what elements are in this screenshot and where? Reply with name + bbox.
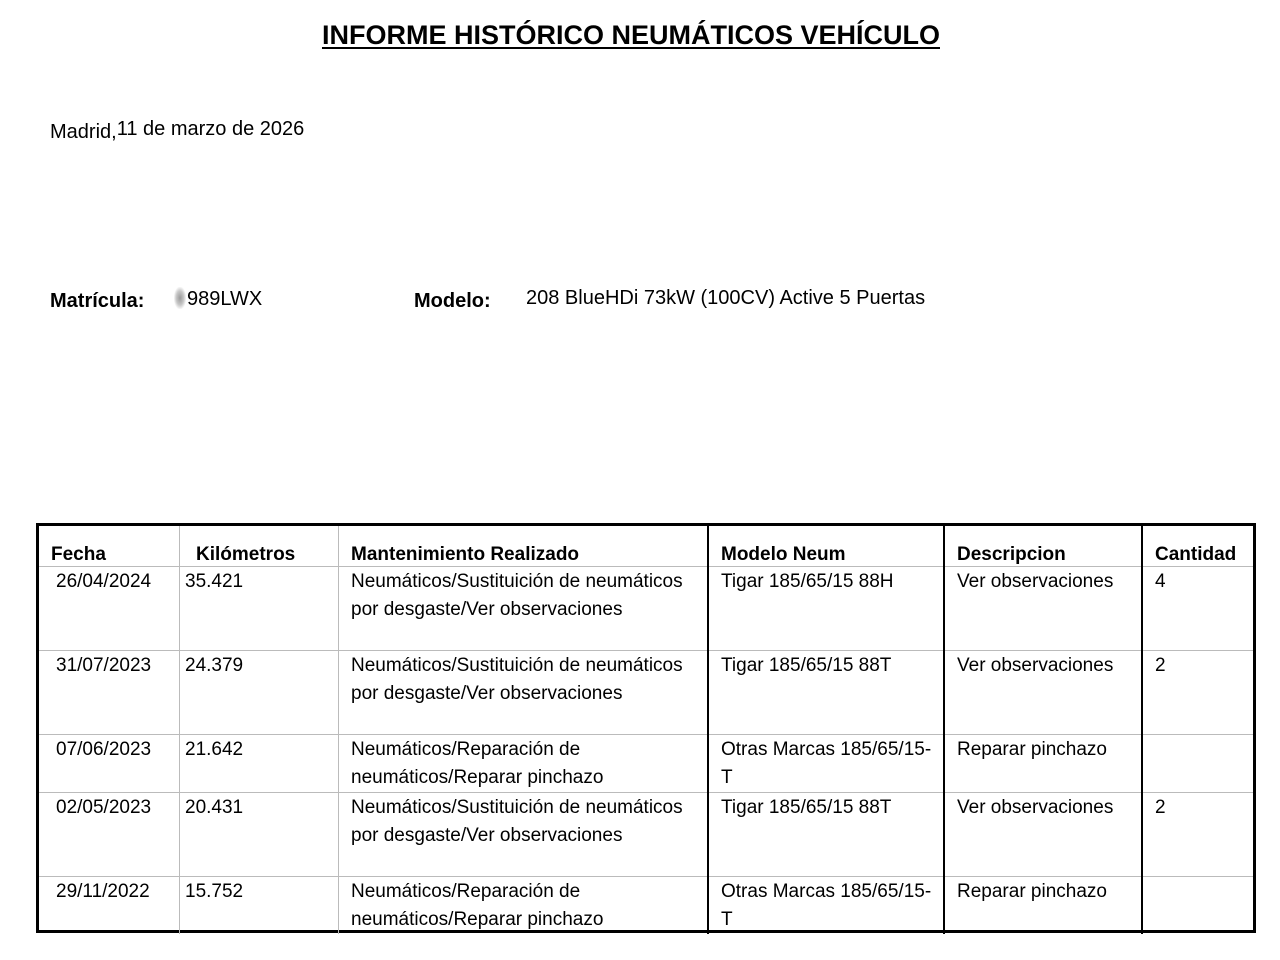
- report-date: 11 de marzo de 2026: [116, 118, 305, 140]
- col-header-mantenimiento: Mantenimiento Realizado: [339, 526, 709, 567]
- cell-mantenimiento: Neumáticos/Reparación de neumáticos/Reparar pinchazo: [339, 735, 709, 793]
- table-header-row: [39, 526, 1253, 567]
- model-value: 208 BlueHDi 73kW (100CV) Active 5 Puertas: [526, 287, 926, 309]
- cell-fecha: 26/04/2024: [39, 567, 180, 651]
- cell-modelo-neum: Tigar 185/65/15 88T: [708, 651, 944, 735]
- cell-kilometros: 21.642: [180, 735, 339, 793]
- cell-kilometros: 20.431: [180, 793, 339, 877]
- col-header-cantidad: Cantidad: [1142, 526, 1253, 567]
- cell-kilometros: 35.421: [180, 567, 339, 651]
- tire-history-table-frame: [36, 523, 1256, 933]
- table-row: [39, 567, 1253, 651]
- cell-descripcion: Ver observaciones: [944, 651, 1142, 735]
- table-row: [39, 651, 1253, 735]
- place-date: [50, 118, 304, 141]
- cell-cantidad: 4: [1142, 567, 1253, 651]
- cell-fecha: 29/11/2022: [39, 877, 180, 935]
- cell-cantidad: 2: [1142, 651, 1253, 735]
- cell-kilometros: 15.752: [180, 877, 339, 935]
- table-row: [39, 735, 1253, 793]
- cell-cantidad: [1142, 877, 1253, 935]
- report-title: INFORME HISTÓRICO NEUMÁTICOS VEHÍCULO: [321, 20, 940, 50]
- report-city: Madrid,: [50, 121, 117, 143]
- cell-descripcion: Reparar pinchazo: [944, 877, 1142, 935]
- col-header-fecha: Fecha: [39, 526, 180, 567]
- cell-cantidad: 2: [1142, 793, 1253, 877]
- cell-modelo-neum: Otras Marcas 185/65/15-T: [708, 735, 944, 793]
- plate-label: Matrícula:: [50, 290, 145, 312]
- plate-value: 989LWX: [187, 288, 263, 310]
- table-row: [39, 793, 1253, 877]
- model-label: Modelo:: [414, 290, 491, 312]
- cell-descripcion: Ver observaciones: [944, 793, 1142, 877]
- cell-mantenimiento: Neumáticos/Sustituición de neumáticos por desgaste/Ver observaciones: [339, 793, 709, 877]
- cell-kilometros: 24.379: [180, 651, 339, 735]
- tire-history-table: [39, 526, 1253, 934]
- cell-mantenimiento: Neumáticos/Sustituición de neumáticos por desgaste/Ver observaciones: [339, 651, 709, 735]
- cell-modelo-neum: Tigar 185/65/15 88T: [708, 793, 944, 877]
- col-header-descripcion: Descripcion: [944, 526, 1142, 567]
- col-header-kilometros: Kilómetros: [180, 526, 339, 567]
- table-row: [39, 877, 1253, 935]
- col-header-modelo-neum: Modelo Neum: [708, 526, 944, 567]
- cell-mantenimiento: Neumáticos/Reparación de neumáticos/Reparar pinchazo: [339, 877, 709, 935]
- plate-value-wrap: [174, 287, 262, 311]
- redacted-blur: [174, 287, 186, 309]
- cell-fecha: 02/05/2023: [39, 793, 180, 877]
- cell-fecha: 31/07/2023: [39, 651, 180, 735]
- cell-mantenimiento: Neumáticos/Sustituición de neumáticos por desgaste/Ver observaciones: [339, 567, 709, 651]
- cell-modelo-neum: Tigar 185/65/15 88H: [708, 567, 944, 651]
- cell-descripcion: Reparar pinchazo: [944, 735, 1142, 793]
- cell-modelo-neum: Otras Marcas 185/65/15-T: [708, 877, 944, 935]
- cell-descripcion: Ver observaciones: [944, 567, 1142, 651]
- cell-cantidad: [1142, 735, 1253, 793]
- cell-fecha: 07/06/2023: [39, 735, 180, 793]
